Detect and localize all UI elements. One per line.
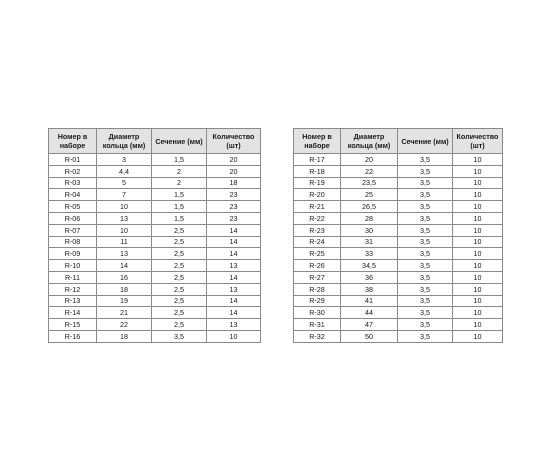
cell-cross-section: 3,5 — [398, 236, 453, 248]
cell-set-number: R-10 — [49, 260, 97, 272]
cell-set-number: R-02 — [49, 165, 97, 177]
table-row — [294, 236, 503, 248]
spec-table-right — [293, 128, 503, 343]
cell-cross-section: 1,5 — [152, 154, 207, 166]
cell-cross-section: 2,5 — [152, 283, 207, 295]
header-row — [49, 129, 261, 154]
table-row — [294, 307, 503, 319]
cell-ring-diameter: 34,5 — [341, 260, 398, 272]
cell-cross-section: 3,5 — [398, 295, 453, 307]
cell-set-number: R-24 — [294, 236, 341, 248]
cell-set-number: R-28 — [294, 283, 341, 295]
cell-ring-diameter: 21 — [97, 307, 152, 319]
cell-cross-section: 1,5 — [152, 189, 207, 201]
cell-quantity: 10 — [453, 307, 503, 319]
cell-ring-diameter: 36 — [341, 271, 398, 283]
cell-quantity: 14 — [207, 248, 261, 260]
table-row — [49, 236, 261, 248]
table-row — [49, 319, 261, 331]
cell-ring-diameter: 33 — [341, 248, 398, 260]
cell-cross-section: 2,5 — [152, 260, 207, 272]
table-row — [294, 283, 503, 295]
cell-set-number: R-22 — [294, 212, 341, 224]
cell-set-number: R-07 — [49, 224, 97, 236]
cell-cross-section: 2,5 — [152, 295, 207, 307]
cell-set-number: R-13 — [49, 295, 97, 307]
cell-quantity: 10 — [453, 330, 503, 342]
header-ring-diameter: Диаметр кольца (мм) — [341, 129, 398, 154]
cell-ring-diameter: 23,5 — [341, 177, 398, 189]
cell-quantity: 13 — [207, 283, 261, 295]
cell-set-number: R-17 — [294, 154, 341, 166]
cell-quantity: 10 — [453, 177, 503, 189]
cell-set-number: R-11 — [49, 271, 97, 283]
cell-quantity: 10 — [453, 154, 503, 166]
cell-cross-section: 3,5 — [152, 330, 207, 342]
cell-set-number: R-23 — [294, 224, 341, 236]
cell-ring-diameter: 50 — [341, 330, 398, 342]
cell-set-number: R-27 — [294, 271, 341, 283]
table-row — [49, 212, 261, 224]
cell-ring-diameter: 30 — [341, 224, 398, 236]
cell-quantity: 10 — [453, 165, 503, 177]
cell-quantity: 10 — [453, 271, 503, 283]
cell-cross-section: 3,5 — [398, 319, 453, 331]
cell-set-number: R-09 — [49, 248, 97, 260]
table-row — [49, 283, 261, 295]
cell-ring-diameter: 18 — [97, 330, 152, 342]
cell-set-number: R-05 — [49, 201, 97, 213]
cell-quantity: 10 — [453, 212, 503, 224]
cell-ring-diameter: 5 — [97, 177, 152, 189]
cell-cross-section: 2,5 — [152, 248, 207, 260]
cell-quantity: 10 — [453, 319, 503, 331]
cell-ring-diameter: 22 — [97, 319, 152, 331]
cell-quantity: 10 — [207, 330, 261, 342]
cell-quantity: 23 — [207, 189, 261, 201]
cell-set-number: R-26 — [294, 260, 341, 272]
cell-ring-diameter: 20 — [341, 154, 398, 166]
table-row — [49, 189, 261, 201]
cell-cross-section: 2,5 — [152, 319, 207, 331]
table-row — [294, 201, 503, 213]
cell-set-number: R-15 — [49, 319, 97, 331]
table-row — [294, 224, 503, 236]
table-body-left — [49, 154, 261, 343]
cell-cross-section: 3,5 — [398, 154, 453, 166]
table-row — [49, 165, 261, 177]
cell-ring-diameter: 18 — [97, 283, 152, 295]
cell-cross-section: 3,5 — [398, 271, 453, 283]
cell-ring-diameter: 38 — [341, 283, 398, 295]
table-body-right — [294, 154, 503, 343]
cell-quantity: 10 — [453, 201, 503, 213]
o-ring-spec-sheet — [48, 128, 503, 343]
cell-set-number: R-31 — [294, 319, 341, 331]
table-row — [294, 165, 503, 177]
table-row — [49, 330, 261, 342]
table-row — [49, 295, 261, 307]
cell-set-number: R-16 — [49, 330, 97, 342]
cell-quantity: 10 — [453, 283, 503, 295]
cell-set-number: R-30 — [294, 307, 341, 319]
table-row — [294, 295, 503, 307]
cell-ring-diameter: 3 — [97, 154, 152, 166]
cell-cross-section: 3,5 — [398, 307, 453, 319]
cell-ring-diameter: 28 — [341, 212, 398, 224]
cell-quantity: 14 — [207, 307, 261, 319]
cell-cross-section: 1,5 — [152, 201, 207, 213]
table-row — [294, 177, 503, 189]
cell-set-number: R-14 — [49, 307, 97, 319]
cell-quantity: 14 — [207, 271, 261, 283]
cell-cross-section: 2,5 — [152, 271, 207, 283]
table-row — [49, 224, 261, 236]
cell-ring-diameter: 14 — [97, 260, 152, 272]
table-row — [49, 201, 261, 213]
cell-ring-diameter: 13 — [97, 212, 152, 224]
cell-ring-diameter: 26,5 — [341, 201, 398, 213]
cell-cross-section: 3,5 — [398, 260, 453, 272]
table-row — [49, 177, 261, 189]
table-header-right — [294, 129, 503, 154]
cell-cross-section: 1,5 — [152, 212, 207, 224]
table-row — [294, 189, 503, 201]
cell-cross-section: 3,5 — [398, 201, 453, 213]
table-row — [294, 248, 503, 260]
cell-cross-section: 3,5 — [398, 165, 453, 177]
cell-quantity: 10 — [453, 224, 503, 236]
table-row — [294, 260, 503, 272]
cell-set-number: R-03 — [49, 177, 97, 189]
cell-cross-section: 2 — [152, 165, 207, 177]
table-row — [294, 154, 503, 166]
cell-ring-diameter: 4,4 — [97, 165, 152, 177]
cell-set-number: R-32 — [294, 330, 341, 342]
header-quantity: Количество (шт) — [453, 129, 503, 154]
cell-set-number: R-29 — [294, 295, 341, 307]
cell-set-number: R-12 — [49, 283, 97, 295]
cell-cross-section: 3,5 — [398, 330, 453, 342]
cell-quantity: 14 — [207, 295, 261, 307]
table-row — [49, 154, 261, 166]
header-cross-section: Сечение (мм) — [152, 129, 207, 154]
table-row — [294, 319, 503, 331]
cell-cross-section: 2 — [152, 177, 207, 189]
table-row — [49, 260, 261, 272]
column-gap — [261, 128, 293, 314]
cell-ring-diameter: 16 — [97, 271, 152, 283]
cell-cross-section: 2,5 — [152, 224, 207, 236]
cell-cross-section: 3,5 — [398, 283, 453, 295]
table-row — [294, 271, 503, 283]
cell-quantity: 13 — [207, 319, 261, 331]
cell-cross-section: 3,5 — [398, 212, 453, 224]
cell-set-number: R-25 — [294, 248, 341, 260]
cell-cross-section: 3,5 — [398, 177, 453, 189]
header-quantity: Количество (шт) — [207, 129, 261, 154]
cell-set-number: R-01 — [49, 154, 97, 166]
cell-quantity: 10 — [453, 295, 503, 307]
cell-cross-section: 2,5 — [152, 236, 207, 248]
header-row — [294, 129, 503, 154]
header-set-number: Номер в наборе — [294, 129, 341, 154]
cell-quantity: 10 — [453, 248, 503, 260]
cell-quantity: 10 — [453, 260, 503, 272]
cell-quantity: 14 — [207, 224, 261, 236]
cell-ring-diameter: 25 — [341, 189, 398, 201]
cell-ring-diameter: 7 — [97, 189, 152, 201]
header-set-number: Номер в наборе — [49, 129, 97, 154]
cell-ring-diameter: 31 — [341, 236, 398, 248]
cell-quantity: 18 — [207, 177, 261, 189]
cell-ring-diameter: 41 — [341, 295, 398, 307]
cell-set-number: R-20 — [294, 189, 341, 201]
cell-ring-diameter: 10 — [97, 224, 152, 236]
cell-ring-diameter: 11 — [97, 236, 152, 248]
cell-quantity: 20 — [207, 165, 261, 177]
cell-quantity: 10 — [453, 189, 503, 201]
header-ring-diameter: Диаметр кольца (мм) — [97, 129, 152, 154]
cell-ring-diameter: 13 — [97, 248, 152, 260]
cell-cross-section: 3,5 — [398, 189, 453, 201]
cell-quantity: 14 — [207, 236, 261, 248]
cell-quantity: 23 — [207, 201, 261, 213]
cell-ring-diameter: 19 — [97, 295, 152, 307]
cell-ring-diameter: 44 — [341, 307, 398, 319]
cell-set-number: R-18 — [294, 165, 341, 177]
header-cross-section: Сечение (мм) — [398, 129, 453, 154]
table-header-left — [49, 129, 261, 154]
cell-cross-section: 3,5 — [398, 224, 453, 236]
cell-cross-section: 2,5 — [152, 307, 207, 319]
cell-set-number: R-08 — [49, 236, 97, 248]
cell-ring-diameter: 47 — [341, 319, 398, 331]
table-row — [49, 307, 261, 319]
cell-quantity: 10 — [453, 236, 503, 248]
spec-table-left — [48, 128, 261, 343]
cell-set-number: R-21 — [294, 201, 341, 213]
cell-ring-diameter: 22 — [341, 165, 398, 177]
cell-quantity: 13 — [207, 260, 261, 272]
cell-ring-diameter: 10 — [97, 201, 152, 213]
cell-quantity: 20 — [207, 154, 261, 166]
table-row — [294, 212, 503, 224]
table-row — [294, 330, 503, 342]
cell-quantity: 23 — [207, 212, 261, 224]
table-row — [49, 248, 261, 260]
cell-set-number: R-06 — [49, 212, 97, 224]
cell-set-number: R-04 — [49, 189, 97, 201]
table-row — [49, 271, 261, 283]
cell-cross-section: 3,5 — [398, 248, 453, 260]
cell-set-number: R-19 — [294, 177, 341, 189]
